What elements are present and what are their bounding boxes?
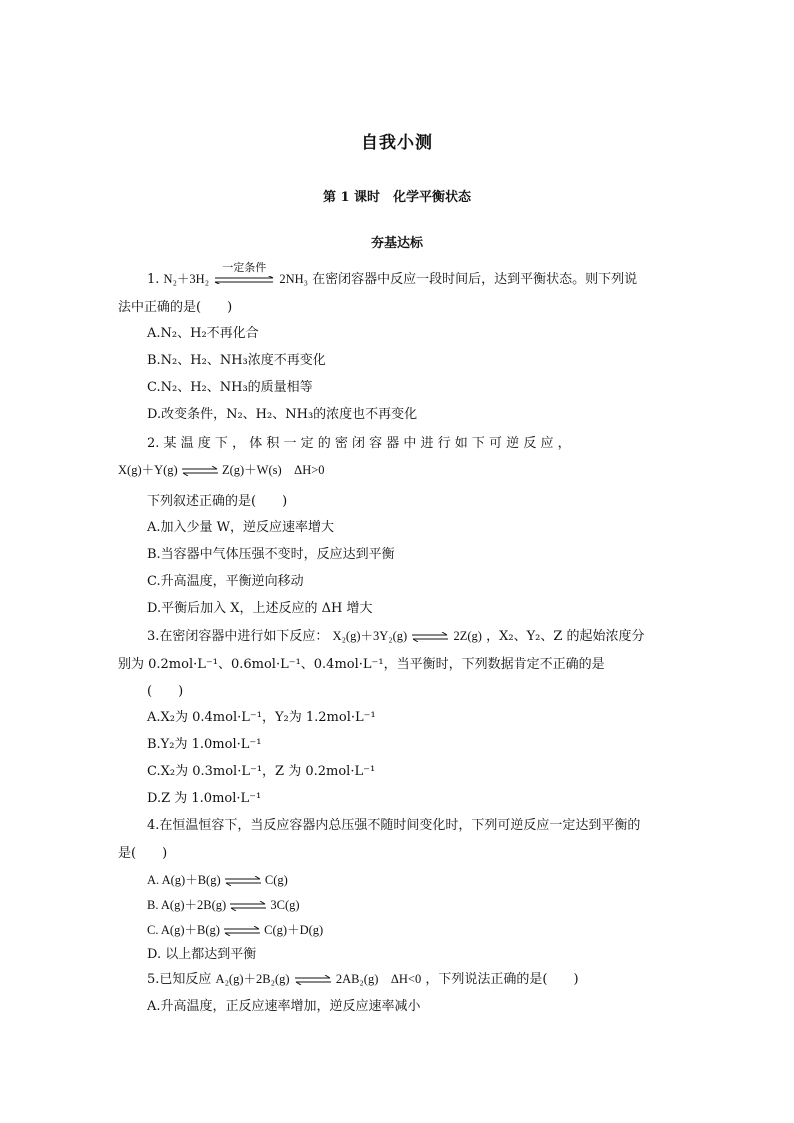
q3-text: ，X₂、Y₂、Z 的起始浓度分: [486, 629, 645, 644]
page-title: 自我小测: [361, 133, 433, 153]
question-3-stem-cont2: ( ): [147, 684, 184, 699]
q1-condition: 一定条件: [222, 260, 267, 274]
equilibrium-arrow-icon: [229, 901, 267, 911]
q2-formula-left: X(g)＋Y(g): [118, 463, 178, 477]
question-1-stem-cont: 法中正确的是( ): [118, 300, 233, 315]
q2-option-d: D.平衡后加入 X，上述反应的 ΔH 增大: [147, 601, 373, 616]
q4-option-c-left: C. A(g)＋B(g): [147, 923, 220, 937]
q1-option-c: C.N₂、H₂、NH₃的质量相等: [147, 380, 313, 395]
q1-option-b: B.N₂、H₂、NH₃浓度不再变化: [147, 353, 326, 368]
q5-text: ，下列说法正确的是( ): [425, 972, 579, 987]
question-5-stem: [147, 970, 579, 989]
q3-formula-right: 2Z(g): [453, 629, 482, 643]
q3-option-c: C.X₂为 0.3mol·L⁻¹，Z 为 0.2mol·L⁻¹: [147, 764, 376, 779]
q4-option-a-left: A. A(g)＋B(g): [147, 873, 221, 887]
q3-option-b: B.Y₂为 1.0mol·L⁻¹: [147, 737, 262, 752]
question-4-stem-cont: 是( ): [118, 846, 168, 861]
q4-option-a-right: C(g): [264, 873, 288, 887]
equilibrium-arrow-icon: [181, 466, 219, 476]
equilibrium-arrow-icon: [411, 632, 449, 642]
q5-option-a: A.升高温度，正反应速率增加，逆反应速率减小: [147, 999, 421, 1014]
q1-formula-left: N₂＋3H₂: [163, 272, 210, 286]
q1-text: 在密闭容器中反应一段时间后，达到平衡状态。则下列说: [312, 272, 638, 287]
equilibrium-arrow-icon: [223, 926, 261, 936]
q1-option-a: A.N₂、H₂不再化合: [147, 326, 259, 341]
q2-equation: [118, 461, 325, 479]
q2-option-a: A.加入少量 W，逆反应速率增大: [147, 520, 335, 535]
question-3-stem-cont: 别为 0.2mol·L⁻¹、0.6mol·L⁻¹、0.4mol·L⁻¹，当平衡时，下列数据肯定不正确的是: [118, 657, 605, 672]
q4-option-c-right: C(g)＋D(g): [264, 923, 324, 937]
question-3-stem: [147, 627, 645, 646]
q4-option-a: [147, 871, 288, 889]
q2-option-c: C.升高温度，平衡逆向移动: [147, 574, 304, 589]
q3-formula-left: X₂(g)＋3Y₂(g): [332, 629, 408, 643]
reaction-arrow-icon: [213, 260, 275, 289]
lesson-subtitle: 第 1 课时 化学平衡状态: [322, 190, 472, 205]
q5-formula-right: 2AB₂(g) ΔH<0: [335, 972, 422, 986]
q4-option-b-left: B. A(g)＋2B(g): [147, 898, 227, 912]
q5-prefix: 5.已知反应: [147, 972, 212, 987]
section-heading: 夯基达标: [370, 236, 423, 251]
q2-formula-right: Z(g)＋W(s) ΔH>0: [221, 463, 325, 477]
question-4-stem: 4.在恒温恒容下，当反应容器内总压强不随时间变化时，下列可逆反应一定达到平衡的: [147, 818, 641, 833]
q1-number: 1.: [147, 272, 160, 287]
q4-option-c: [147, 921, 323, 939]
q3-option-d: D.Z 为 1.0mol·L⁻¹: [147, 791, 262, 806]
equilibrium-arrow-icon: [224, 876, 262, 886]
q3-prefix: 3.在密闭容器中进行如下反应：: [147, 629, 329, 644]
q5-formula-left: A₂(g)＋2B₂(g): [215, 972, 290, 986]
q4-option-b: [147, 896, 300, 914]
q4-option-b-right: 3C(g): [270, 898, 300, 912]
q1-formula-right: 2NH₃: [279, 272, 309, 286]
equilibrium-arrow-icon: [294, 975, 332, 985]
q1-option-d: D.改变条件，N₂、H₂、NH₃的浓度也不再变化: [147, 407, 418, 422]
q2-question: 下列叙述正确的是( ): [147, 494, 288, 509]
q2-option-b: B.当容器中气体压强不变时，反应达到平衡: [147, 547, 395, 562]
q3-option-a: A.X₂为 0.4mol·L⁻¹，Y₂为 1.2mol·L⁻¹: [147, 710, 376, 725]
q4-option-d: D. 以上都达到平衡: [147, 947, 257, 962]
question-2-stem: 2. 某 温 度 下 ， 体 积 一 定 的 密 闭 容 器 中 进 行 如 下 可 逆 反 应 ，: [147, 436, 571, 451]
question-1-stem: [147, 260, 638, 289]
